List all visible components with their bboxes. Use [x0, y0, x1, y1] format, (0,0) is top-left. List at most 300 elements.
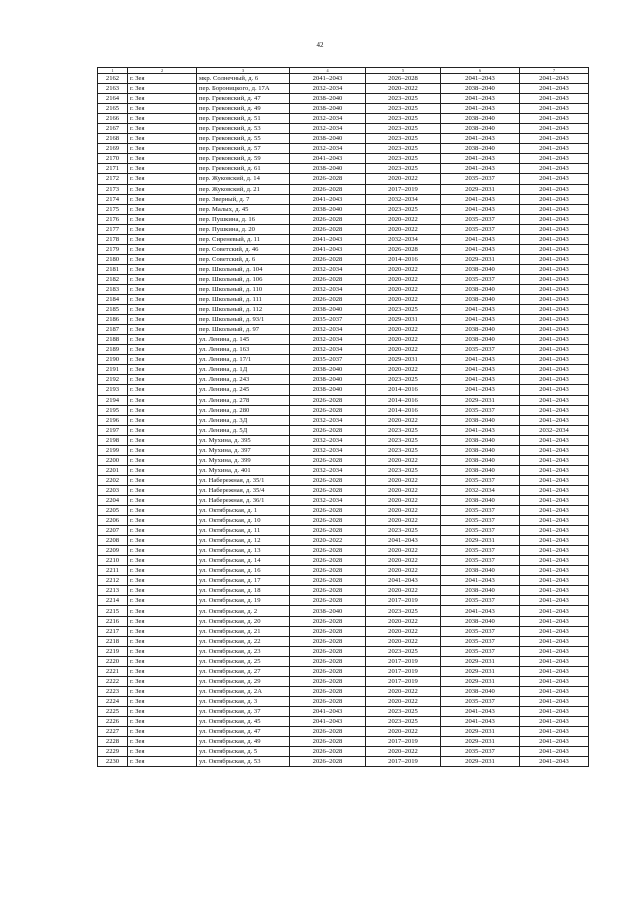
- period-col-7-cell: 2041–2043: [520, 686, 589, 696]
- table-row: [98, 224, 589, 234]
- table-row: [98, 425, 589, 435]
- period-col-6-cell: 2041–2043: [441, 164, 520, 174]
- period-col-6-cell: 2035–2037: [441, 274, 520, 284]
- period-col-7-cell: 2041–2043: [520, 204, 589, 214]
- table-row: [98, 586, 589, 596]
- period-col-7-cell: 2041–2043: [520, 536, 589, 546]
- row-number-cell: 2187: [98, 325, 128, 335]
- period-col-7-cell: 2041–2043: [520, 154, 589, 164]
- address-cell: пер. Жуковский, д. 14: [197, 174, 290, 184]
- address-cell: ул. Октябрьская, д. 11: [197, 526, 290, 536]
- period-col-4-cell: 2020–2022: [290, 536, 366, 546]
- period-col-5-cell: 2023–2025: [366, 94, 441, 104]
- period-col-7-cell: 2041–2043: [520, 194, 589, 204]
- period-col-4-cell: 2032–2034: [290, 124, 366, 134]
- address-cell: ул. Октябрьская, д. 25: [197, 656, 290, 666]
- period-col-5-cell: 2020–2022: [366, 546, 441, 556]
- row-number-cell: 2192: [98, 375, 128, 385]
- period-col-6-cell: 2038–2040: [441, 264, 520, 274]
- period-col-4-cell: 2026–2028: [290, 666, 366, 676]
- row-number-cell: 2197: [98, 425, 128, 435]
- settlement-cell: г. Зея: [128, 164, 197, 174]
- period-col-4-cell: 2026–2028: [290, 516, 366, 526]
- row-number-cell: 2229: [98, 747, 128, 757]
- address-cell: ул. Мухина, д. 397: [197, 445, 290, 455]
- period-col-6-cell: 2041–2043: [441, 194, 520, 204]
- period-col-7-cell: 2041–2043: [520, 626, 589, 636]
- period-col-7-cell: 2041–2043: [520, 94, 589, 104]
- period-col-6-cell: 2029–2031: [441, 666, 520, 676]
- period-col-7-cell: 2041–2043: [520, 184, 589, 194]
- period-col-7-cell: 2041–2043: [520, 254, 589, 264]
- row-number-cell: 2216: [98, 616, 128, 626]
- period-col-4-cell: 2026–2028: [290, 576, 366, 586]
- address-cell: ул. Ленина, д. 3Д: [197, 415, 290, 425]
- period-col-4-cell: 2026–2028: [290, 274, 366, 284]
- period-col-6-cell: 2041–2043: [441, 355, 520, 365]
- table-row: [98, 244, 589, 254]
- table-row: [98, 84, 589, 94]
- address-cell: ул. Октябрьская, д. 45: [197, 717, 290, 727]
- address-cell: ул. Октябрьская, д. 19: [197, 596, 290, 606]
- period-col-6-cell: 2032–2034: [441, 485, 520, 495]
- table-row: [98, 335, 589, 345]
- settlement-cell: г. Зея: [128, 114, 197, 124]
- period-col-7-cell: 2041–2043: [520, 174, 589, 184]
- period-col-4-cell: 2026–2028: [290, 636, 366, 646]
- period-col-6-cell: 2029–2031: [441, 656, 520, 666]
- period-col-7-cell: 2041–2043: [520, 244, 589, 254]
- settlement-cell: г. Зея: [128, 747, 197, 757]
- period-col-6-cell: 2041–2043: [441, 74, 520, 84]
- row-number-cell: 2200: [98, 455, 128, 465]
- period-col-7-cell: 2041–2043: [520, 475, 589, 485]
- period-col-4-cell: 2026–2028: [290, 214, 366, 224]
- settlement-cell: г. Зея: [128, 425, 197, 435]
- period-col-5-cell: 2020–2022: [366, 284, 441, 294]
- table-row: [98, 415, 589, 425]
- period-col-5-cell: 2023–2025: [366, 646, 441, 656]
- period-col-7-cell: 2041–2043: [520, 596, 589, 606]
- row-number-cell: 2189: [98, 345, 128, 355]
- period-col-7-cell: 2041–2043: [520, 264, 589, 274]
- period-col-7-cell: 2041–2043: [520, 104, 589, 114]
- period-col-7-cell: 2041–2043: [520, 636, 589, 646]
- address-cell: мкр. Солнечный, д. 6: [197, 74, 290, 84]
- period-col-4-cell: 2035–2037: [290, 355, 366, 365]
- period-col-5-cell: 2020–2022: [366, 264, 441, 274]
- settlement-cell: г. Зея: [128, 74, 197, 84]
- row-number-cell: 2180: [98, 254, 128, 264]
- period-col-7-cell: 2041–2043: [520, 455, 589, 465]
- column-number-1: 1: [98, 68, 128, 74]
- address-cell: пер. Грековский, д. 59: [197, 154, 290, 164]
- settlement-cell: г. Зея: [128, 244, 197, 254]
- table-row: [98, 274, 589, 284]
- address-cell: пер. Школьный, д. 110: [197, 284, 290, 294]
- period-col-7-cell: 2041–2043: [520, 134, 589, 144]
- address-cell: пер. Пушкина, д. 20: [197, 224, 290, 234]
- period-col-7-cell: 2041–2043: [520, 737, 589, 747]
- period-col-5-cell: 2032–2034: [366, 234, 441, 244]
- table-row: [98, 737, 589, 747]
- period-col-5-cell: 2020–2022: [366, 747, 441, 757]
- table-row: [98, 164, 589, 174]
- row-number-cell: 2167: [98, 124, 128, 134]
- period-col-6-cell: 2041–2043: [441, 606, 520, 616]
- period-col-6-cell: 2035–2037: [441, 556, 520, 566]
- row-number-cell: 2174: [98, 194, 128, 204]
- address-cell: пер. Грековский, д. 57: [197, 144, 290, 154]
- period-col-5-cell: 2023–2025: [366, 425, 441, 435]
- column-number-5: 5: [366, 68, 441, 74]
- period-col-6-cell: 2041–2043: [441, 134, 520, 144]
- table-row: [98, 686, 589, 696]
- period-col-5-cell: 2017–2019: [366, 757, 441, 767]
- period-col-5-cell: 2020–2022: [366, 616, 441, 626]
- period-col-4-cell: 2032–2034: [290, 495, 366, 505]
- period-col-5-cell: 2026–2028: [366, 244, 441, 254]
- period-col-6-cell: 2029–2031: [441, 184, 520, 194]
- period-col-7-cell: 2041–2043: [520, 274, 589, 284]
- period-col-6-cell: 2029–2031: [441, 676, 520, 686]
- row-number-cell: 2207: [98, 526, 128, 536]
- settlement-cell: г. Зея: [128, 536, 197, 546]
- period-col-4-cell: 2038–2040: [290, 385, 366, 395]
- period-col-5-cell: 2020–2022: [366, 556, 441, 566]
- address-cell: пер. Зверный, д. 7: [197, 194, 290, 204]
- period-col-6-cell: 2038–2040: [441, 144, 520, 154]
- row-number-cell: 2212: [98, 576, 128, 586]
- period-col-7-cell: 2041–2043: [520, 325, 589, 335]
- period-col-4-cell: 2032–2034: [290, 325, 366, 335]
- period-col-6-cell: 2041–2043: [441, 576, 520, 586]
- row-number-cell: 2195: [98, 405, 128, 415]
- period-col-6-cell: 2038–2040: [441, 335, 520, 345]
- period-col-4-cell: 2035–2037: [290, 315, 366, 325]
- period-col-7-cell: 2041–2043: [520, 345, 589, 355]
- period-col-4-cell: 2041–2043: [290, 154, 366, 164]
- period-col-7-cell: 2041–2043: [520, 516, 589, 526]
- row-number-cell: 2224: [98, 696, 128, 706]
- row-number-cell: 2178: [98, 234, 128, 244]
- period-col-5-cell: 2014–2016: [366, 254, 441, 264]
- settlement-cell: г. Зея: [128, 204, 197, 214]
- period-col-7-cell: 2041–2043: [520, 546, 589, 556]
- address-cell: ул. Октябрьская, д. 37: [197, 706, 290, 716]
- period-col-4-cell: 2038–2040: [290, 606, 366, 616]
- period-col-5-cell: 2020–2022: [366, 495, 441, 505]
- row-number-cell: 2172: [98, 174, 128, 184]
- period-col-7-cell: 2041–2043: [520, 315, 589, 325]
- period-col-4-cell: 2026–2028: [290, 295, 366, 305]
- period-col-7-cell: 2041–2043: [520, 566, 589, 576]
- period-col-5-cell: 2020–2022: [366, 506, 441, 516]
- table-row: [98, 727, 589, 737]
- period-col-4-cell: 2032–2034: [290, 84, 366, 94]
- period-col-5-cell: 2020–2022: [366, 485, 441, 495]
- row-number-cell: 2203: [98, 485, 128, 495]
- column-number-7: 7: [520, 68, 589, 74]
- period-col-7-cell: 2041–2043: [520, 214, 589, 224]
- settlement-cell: г. Зея: [128, 546, 197, 556]
- address-cell: пер. Жуковский, д. 21: [197, 184, 290, 194]
- period-col-4-cell: 2032–2034: [290, 284, 366, 294]
- table-row: [98, 284, 589, 294]
- address-cell: ул. Октябрьская, д. 21: [197, 626, 290, 636]
- address-cell: ул. Октябрьская, д. 12: [197, 536, 290, 546]
- period-col-7-cell: 2041–2043: [520, 164, 589, 174]
- address-cell: ул. Октябрьская, д. 17: [197, 576, 290, 586]
- address-cell: ул. Октябрьская, д. 2: [197, 606, 290, 616]
- period-col-5-cell: 2020–2022: [366, 586, 441, 596]
- table-row: [98, 757, 589, 767]
- table-row: [98, 305, 589, 315]
- table-row: [98, 435, 589, 445]
- period-col-7-cell: 2041–2043: [520, 526, 589, 536]
- address-cell: ул. Ленина, д. 1Д: [197, 365, 290, 375]
- period-col-5-cell: 2023–2025: [366, 114, 441, 124]
- period-col-4-cell: 2026–2028: [290, 656, 366, 666]
- address-cell: ул. Октябрьская, д. 16: [197, 566, 290, 576]
- period-col-4-cell: 2026–2028: [290, 686, 366, 696]
- column-number-3: 3: [197, 68, 290, 74]
- column-number-4: 4: [290, 68, 366, 74]
- settlement-cell: г. Зея: [128, 264, 197, 274]
- period-col-4-cell: 2038–2040: [290, 204, 366, 214]
- period-col-6-cell: 2038–2040: [441, 616, 520, 626]
- settlement-cell: г. Зея: [128, 727, 197, 737]
- row-number-cell: 2175: [98, 204, 128, 214]
- settlement-cell: г. Зея: [128, 435, 197, 445]
- period-col-5-cell: 2020–2022: [366, 335, 441, 345]
- period-col-7-cell: 2041–2043: [520, 445, 589, 455]
- period-col-7-cell: 2041–2043: [520, 485, 589, 495]
- period-col-7-cell: 2032–2034: [520, 425, 589, 435]
- period-col-6-cell: 2035–2037: [441, 646, 520, 656]
- address-cell: ул. Ленина, д. 245: [197, 385, 290, 395]
- period-col-4-cell: 2038–2040: [290, 375, 366, 385]
- row-number-cell: 2182: [98, 274, 128, 284]
- row-number-cell: 2210: [98, 556, 128, 566]
- table-row: [98, 395, 589, 405]
- row-number-cell: 2218: [98, 636, 128, 646]
- period-col-4-cell: 2032–2034: [290, 144, 366, 154]
- period-col-7-cell: 2041–2043: [520, 606, 589, 616]
- settlement-cell: г. Зея: [128, 395, 197, 405]
- settlement-cell: г. Зея: [128, 495, 197, 505]
- settlement-cell: г. Зея: [128, 134, 197, 144]
- period-col-5-cell: 2023–2025: [366, 445, 441, 455]
- period-col-7-cell: 2041–2043: [520, 586, 589, 596]
- table-row: [98, 566, 589, 576]
- address-cell: пер. Школьный, д. 104: [197, 264, 290, 274]
- period-col-6-cell: 2038–2040: [441, 445, 520, 455]
- row-number-cell: 2211: [98, 566, 128, 576]
- period-col-5-cell: 2020–2022: [366, 84, 441, 94]
- period-col-5-cell: 2020–2022: [366, 475, 441, 485]
- period-col-4-cell: 2026–2028: [290, 184, 366, 194]
- period-col-7-cell: 2041–2043: [520, 405, 589, 415]
- period-col-4-cell: 2038–2040: [290, 94, 366, 104]
- period-col-6-cell: 2035–2037: [441, 526, 520, 536]
- period-col-4-cell: 2026–2028: [290, 757, 366, 767]
- row-number-cell: 2219: [98, 646, 128, 656]
- period-col-6-cell: 2035–2037: [441, 747, 520, 757]
- period-col-5-cell: 2020–2022: [366, 686, 441, 696]
- period-col-5-cell: 2020–2022: [366, 274, 441, 284]
- row-number-cell: 2198: [98, 435, 128, 445]
- address-cell: ул. Мухина, д. 401: [197, 465, 290, 475]
- period-col-5-cell: 2017–2019: [366, 596, 441, 606]
- period-col-4-cell: 2026–2028: [290, 596, 366, 606]
- row-number-cell: 2173: [98, 184, 128, 194]
- table-row: [98, 154, 589, 164]
- table-row: [98, 606, 589, 616]
- period-col-6-cell: 2038–2040: [441, 84, 520, 94]
- table-row: [98, 596, 589, 606]
- table-row: [98, 204, 589, 214]
- period-col-7-cell: 2041–2043: [520, 465, 589, 475]
- table-row: [98, 506, 589, 516]
- period-col-6-cell: 2035–2037: [441, 345, 520, 355]
- settlement-cell: г. Зея: [128, 656, 197, 666]
- address-cell: ул. Октябрьская, д. 22: [197, 636, 290, 646]
- period-col-6-cell: 2041–2043: [441, 234, 520, 244]
- settlement-cell: г. Зея: [128, 184, 197, 194]
- row-number-cell: 2185: [98, 305, 128, 315]
- period-col-4-cell: 2038–2040: [290, 305, 366, 315]
- period-col-6-cell: 2041–2043: [441, 315, 520, 325]
- period-col-4-cell: 2026–2028: [290, 616, 366, 626]
- row-number-cell: 2177: [98, 224, 128, 234]
- row-number-cell: 2228: [98, 737, 128, 747]
- period-col-4-cell: 2041–2043: [290, 194, 366, 204]
- settlement-cell: г. Зея: [128, 455, 197, 465]
- period-col-4-cell: 2026–2028: [290, 626, 366, 636]
- address-cell: ул. Ленина, д. 145: [197, 335, 290, 345]
- settlement-cell: г. Зея: [128, 676, 197, 686]
- period-col-7-cell: 2041–2043: [520, 646, 589, 656]
- period-col-4-cell: 2038–2040: [290, 365, 366, 375]
- period-col-5-cell: 2020–2022: [366, 696, 441, 706]
- period-col-6-cell: 2041–2043: [441, 244, 520, 254]
- period-col-6-cell: 2038–2040: [441, 415, 520, 425]
- period-col-4-cell: 2041–2043: [290, 717, 366, 727]
- period-col-7-cell: 2041–2043: [520, 224, 589, 234]
- period-col-6-cell: 2038–2040: [441, 495, 520, 505]
- settlement-cell: г. Зея: [128, 516, 197, 526]
- address-cell: ул. Ленина, д. 278: [197, 395, 290, 405]
- period-col-7-cell: 2041–2043: [520, 727, 589, 737]
- period-col-5-cell: 2017–2019: [366, 737, 441, 747]
- row-number-cell: 2163: [98, 84, 128, 94]
- period-col-6-cell: 2035–2037: [441, 475, 520, 485]
- address-cell: ул. Мухина, д. 395: [197, 435, 290, 445]
- row-number-cell: 2190: [98, 355, 128, 365]
- row-number-cell: 2204: [98, 495, 128, 505]
- address-cell: пер. Грековский, д. 55: [197, 134, 290, 144]
- period-col-5-cell: 2017–2019: [366, 656, 441, 666]
- period-col-4-cell: 2026–2028: [290, 455, 366, 465]
- period-col-4-cell: 2041–2043: [290, 234, 366, 244]
- period-col-7-cell: 2041–2043: [520, 706, 589, 716]
- period-col-4-cell: 2026–2028: [290, 506, 366, 516]
- period-col-5-cell: 2023–2025: [366, 134, 441, 144]
- settlement-cell: г. Зея: [128, 757, 197, 767]
- period-col-6-cell: 2041–2043: [441, 375, 520, 385]
- period-col-6-cell: 2029–2031: [441, 737, 520, 747]
- period-col-5-cell: 2017–2019: [366, 184, 441, 194]
- table-row: [98, 385, 589, 395]
- address-cell: ул. Ленина, д. 163: [197, 345, 290, 355]
- table-row: [98, 74, 589, 84]
- period-col-5-cell: 2017–2019: [366, 666, 441, 676]
- table-row: [98, 94, 589, 104]
- period-col-4-cell: 2041–2043: [290, 74, 366, 84]
- table-row: [98, 355, 589, 365]
- settlement-cell: г. Зея: [128, 556, 197, 566]
- period-col-6-cell: 2035–2037: [441, 516, 520, 526]
- table-row: [98, 717, 589, 727]
- period-col-6-cell: 2038–2040: [441, 465, 520, 475]
- row-number-cell: 2225: [98, 706, 128, 716]
- settlement-cell: г. Зея: [128, 315, 197, 325]
- period-col-6-cell: 2041–2043: [441, 365, 520, 375]
- period-col-6-cell: 2035–2037: [441, 214, 520, 224]
- address-cell: пер. Сиреневый, д. 11: [197, 234, 290, 244]
- period-col-4-cell: 2026–2028: [290, 405, 366, 415]
- period-col-4-cell: 2026–2028: [290, 485, 366, 495]
- schedule-table: [97, 67, 589, 767]
- period-col-6-cell: 2035–2037: [441, 546, 520, 556]
- address-cell: ул. Октябрьская, д. 49: [197, 737, 290, 747]
- period-col-4-cell: 2026–2028: [290, 696, 366, 706]
- row-number-cell: 2181: [98, 264, 128, 274]
- address-cell: пер. Советский, д. 6: [197, 254, 290, 264]
- table-row: [98, 556, 589, 566]
- settlement-cell: г. Зея: [128, 94, 197, 104]
- settlement-cell: г. Зея: [128, 224, 197, 234]
- address-cell: пер. Грековский, д. 61: [197, 164, 290, 174]
- row-number-cell: 2215: [98, 606, 128, 616]
- address-cell: пер. Школьный, д. 106: [197, 274, 290, 284]
- address-cell: пер. Советский, д. 46: [197, 244, 290, 254]
- period-col-5-cell: 2020–2022: [366, 365, 441, 375]
- settlement-cell: г. Зея: [128, 284, 197, 294]
- settlement-cell: г. Зея: [128, 586, 197, 596]
- row-number-cell: 2208: [98, 536, 128, 546]
- address-cell: пер. Школьный, д. 93/1: [197, 315, 290, 325]
- period-col-4-cell: 2032–2034: [290, 264, 366, 274]
- table-row: [98, 636, 589, 646]
- settlement-cell: г. Зея: [128, 295, 197, 305]
- period-col-5-cell: 2023–2025: [366, 154, 441, 164]
- period-col-7-cell: 2041–2043: [520, 717, 589, 727]
- settlement-cell: г. Зея: [128, 174, 197, 184]
- address-cell: ул. Октябрьская, д. 53: [197, 757, 290, 767]
- period-col-7-cell: 2041–2043: [520, 124, 589, 134]
- column-number-2: 2: [128, 68, 197, 74]
- period-col-6-cell: 2038–2040: [441, 566, 520, 576]
- settlement-cell: г. Зея: [128, 234, 197, 244]
- table-row: [98, 676, 589, 686]
- row-number-cell: 2194: [98, 395, 128, 405]
- period-col-5-cell: 2023–2025: [366, 706, 441, 716]
- period-col-4-cell: 2032–2034: [290, 435, 366, 445]
- period-col-5-cell: 2041–2043: [366, 576, 441, 586]
- period-col-6-cell: 2035–2037: [441, 224, 520, 234]
